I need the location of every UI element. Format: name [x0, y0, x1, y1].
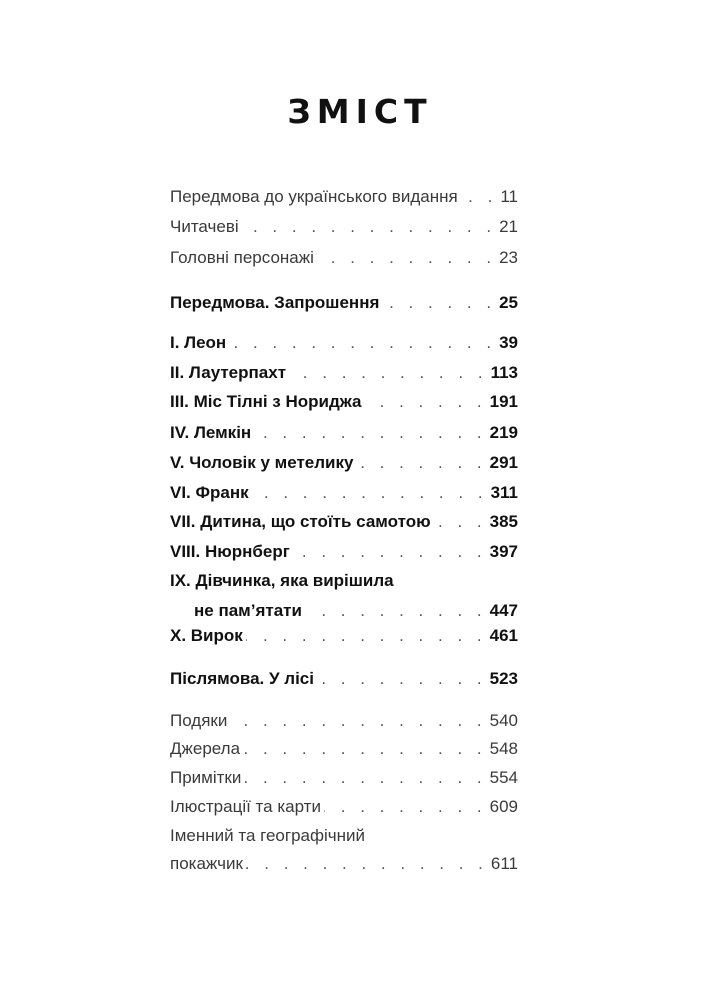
- toc-entry[interactable]: [170, 541, 518, 563]
- page-title: ЗМІСТ: [287, 92, 433, 131]
- toc-entry-label: V. Чоловік у метелику: [170, 453, 354, 472]
- toc-entry-page: 219: [489, 423, 518, 442]
- toc-entry-label: Передмова до українського видання: [170, 187, 458, 206]
- dot-leader: [229, 332, 496, 354]
- toc-entry-page: 523: [489, 669, 518, 688]
- table-of-contents: [170, 0, 518, 1000]
- dot-leader: [244, 767, 486, 789]
- dot-leader: [252, 482, 488, 504]
- toc-entry-page: 447: [489, 601, 518, 620]
- dot-leader: [243, 738, 487, 760]
- toc-entry-page: 25: [499, 293, 518, 312]
- dot-leader: [364, 391, 486, 413]
- toc-entry-page: 397: [489, 542, 518, 561]
- toc-entry[interactable]: [170, 452, 518, 474]
- toc-entry-label: IV. Лемкін: [170, 423, 252, 442]
- toc-entry-label: X. Вирок: [170, 626, 243, 645]
- toc-entry-label: Ілюстрації та карти: [170, 797, 321, 816]
- toc-entry[interactable]: [170, 570, 518, 622]
- toc-entry-page: 548: [489, 739, 518, 758]
- toc-entry-page: 609: [489, 797, 518, 816]
- dot-leader: [242, 216, 496, 238]
- dot-leader: [356, 452, 486, 474]
- toc-entry-page: 554: [489, 768, 518, 787]
- toc-entry-label-line1: IX. Дівчинка, яка вирішила: [170, 571, 394, 590]
- toc-entry-page: 23: [499, 248, 518, 267]
- toc-entry[interactable]: [170, 767, 518, 789]
- dot-leader: [246, 625, 487, 647]
- toc-entry[interactable]: [170, 625, 518, 647]
- dot-leader: [254, 422, 486, 444]
- toc-entry[interactable]: [170, 796, 518, 818]
- toc-entry-label: Післямова. У лісі: [170, 669, 314, 688]
- toc-entry-label: Читачеві: [170, 217, 239, 236]
- toc-entry-page: 21: [499, 217, 518, 236]
- toc-entry[interactable]: [170, 422, 518, 444]
- toc-entry[interactable]: [170, 511, 518, 533]
- toc-entry-label: Подяки: [170, 711, 228, 730]
- toc-entry-label: покажчик: [170, 854, 243, 873]
- dot-leader: [461, 186, 498, 208]
- toc-entry-label: Передмова. Запрошення: [170, 293, 380, 312]
- toc-entry[interactable]: [170, 391, 518, 413]
- toc-entry-label: VIII. Нюрнберг: [170, 542, 290, 561]
- toc-entry[interactable]: [170, 482, 518, 504]
- toc-entry-page: 113: [490, 363, 518, 382]
- toc-entry-label: II. Лаутерпахт: [170, 363, 287, 382]
- toc-entry-label: I. Леон: [170, 333, 227, 352]
- toc-entry-page: 39: [499, 333, 518, 352]
- toc-entry[interactable]: [170, 292, 518, 314]
- dot-leader: [305, 600, 487, 622]
- toc-entry-label: VII. Дитина, що стоїть самотою: [170, 512, 431, 531]
- dot-leader: [289, 362, 488, 384]
- toc-entry[interactable]: [170, 216, 518, 238]
- toc-entry-label-line1: Іменний та географічний: [170, 826, 365, 845]
- toc-entry[interactable]: [170, 710, 518, 732]
- toc-entry-page: 11: [500, 187, 518, 206]
- dot-leader: [324, 796, 487, 818]
- toc-entry-page: 461: [489, 626, 518, 645]
- dot-leader: [382, 292, 496, 314]
- toc-entry[interactable]: [170, 668, 518, 690]
- dot-leader: [317, 247, 496, 269]
- toc-entry-page: 291: [489, 453, 518, 472]
- toc-entry-label: Джерела: [170, 739, 241, 758]
- toc-entry[interactable]: [170, 332, 518, 354]
- toc-entry-page: 611: [490, 854, 518, 873]
- toc-entry-label: не пам’ятати: [194, 601, 302, 620]
- toc-entry-page: 540: [489, 711, 518, 730]
- dot-leader: [434, 511, 487, 533]
- toc-entry[interactable]: [170, 738, 518, 760]
- toc-entry-label: III. Міс Тілні з Нориджа: [170, 392, 362, 411]
- toc-entry-page: 191: [489, 392, 518, 411]
- toc-entry[interactable]: [170, 362, 518, 384]
- dot-leader: [246, 853, 488, 875]
- toc-entry[interactable]: [170, 186, 518, 208]
- toc-entry[interactable]: [170, 247, 518, 269]
- toc-entry-page: 385: [489, 512, 518, 531]
- toc-entry[interactable]: [170, 825, 518, 875]
- toc-entry-page: 311: [490, 483, 518, 502]
- dot-leader: [293, 541, 487, 563]
- dot-leader: [317, 668, 487, 690]
- dot-leader: [230, 710, 486, 732]
- toc-entry-label: Примітки: [170, 768, 242, 787]
- toc-entry-label: VI. Франк: [170, 483, 249, 502]
- toc-entry-label: Головні персонажі: [170, 248, 314, 267]
